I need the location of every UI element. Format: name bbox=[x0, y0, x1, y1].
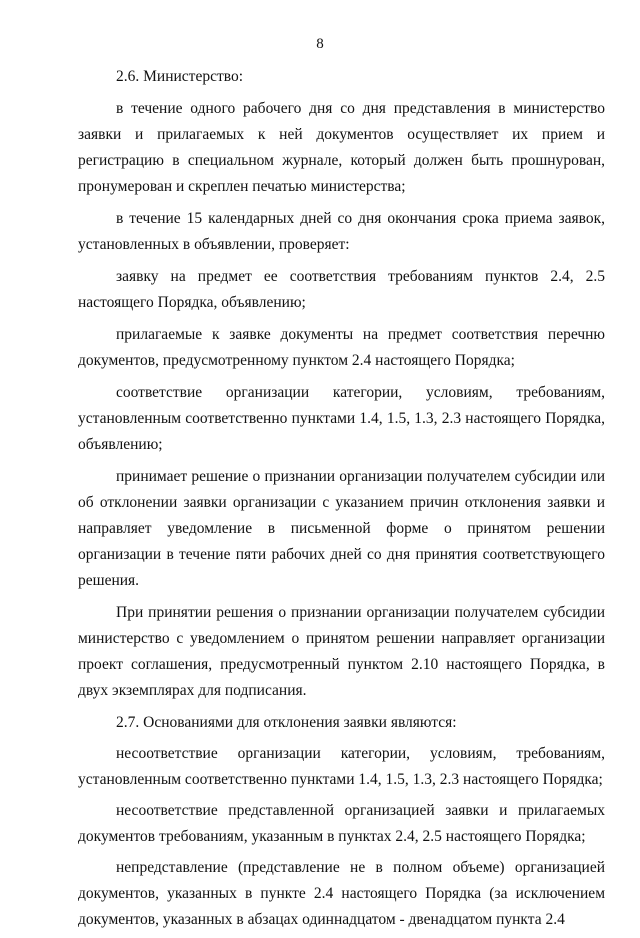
paragraph-rejection-reason-2: несоответствие представленной организацией заявки и прилагаемых документов требованиям, указанным в пунктах 2.4, 2.5 настоящего Порядка; bbox=[78, 802, 605, 845]
paragraph-rejection-reason-3: непредставление (представление не в полном объеме) организацией документов, указанных в пункте 2.4 настоящего Порядка (за исключением документов, указанных в абзацах одиннадцатом - двенадцатом пункта 2.4 bbox=[78, 859, 605, 928]
paragraph-rejection-reason-1: несоответствие организации категории, условиям, требованиям, установленным соответственно пунктами 1.4, 1.5, 1.3, 2.3 настоящего Порядка; bbox=[78, 745, 605, 788]
paragraph-check-documents: прилагаемые к заявке документы на предмет соответствия перечню документов, предусмотренному пунктом 2.4 настоящего Порядка; bbox=[78, 326, 605, 369]
paragraph-review-period: в течение 15 календарных дней со дня окончания срока приема заявок, установленных в объявлении, проверяет: bbox=[78, 210, 605, 253]
paragraph-decision: принимает решение о признании организации получателем субсидии или об отклонении заявки организации с указанием причин отклонения заявки и направляет уведомление в письменной форме о принятом решении организации в течение пяти рабочих дней со дня принятия соответствующего решения. bbox=[78, 468, 605, 589]
paragraph-check-application: заявку на предмет ее соответствия требованиям пунктов 2.4, 2.5 настоящего Порядка, объявлению; bbox=[78, 268, 605, 311]
paragraph-agreement: При принятии решения о признании организации получателем субсидии министерство с уведомлением о принятом решении направляет организации проект соглашения, предусмотренный пунктом 2.10 настоящего Порядка, в двух экземплярах для подписания. bbox=[78, 604, 605, 699]
section-heading-2-6: 2.6. Министерство: bbox=[116, 68, 243, 85]
paragraph-check-organization: соответствие организации категории, условиям, требованиям, установленным соответственно пунктами 1.4, 1.5, 1.3, 2.3 настоящего Порядка, объявлению; bbox=[78, 384, 605, 453]
page-number: 8 bbox=[316, 36, 324, 52]
document-body bbox=[78, 64, 605, 938]
section-heading-2-7: 2.7. Основаниями для отклонения заявки являются: bbox=[116, 714, 457, 731]
paragraph-registration: в течение одного рабочего дня со дня представления в министерство заявки и прилагаемых к ней документов осуществляет их прием и регистрацию в специальном журнале, который должен быть прошнурован, пронумерован и скреплен печатью министерства; bbox=[78, 100, 605, 195]
